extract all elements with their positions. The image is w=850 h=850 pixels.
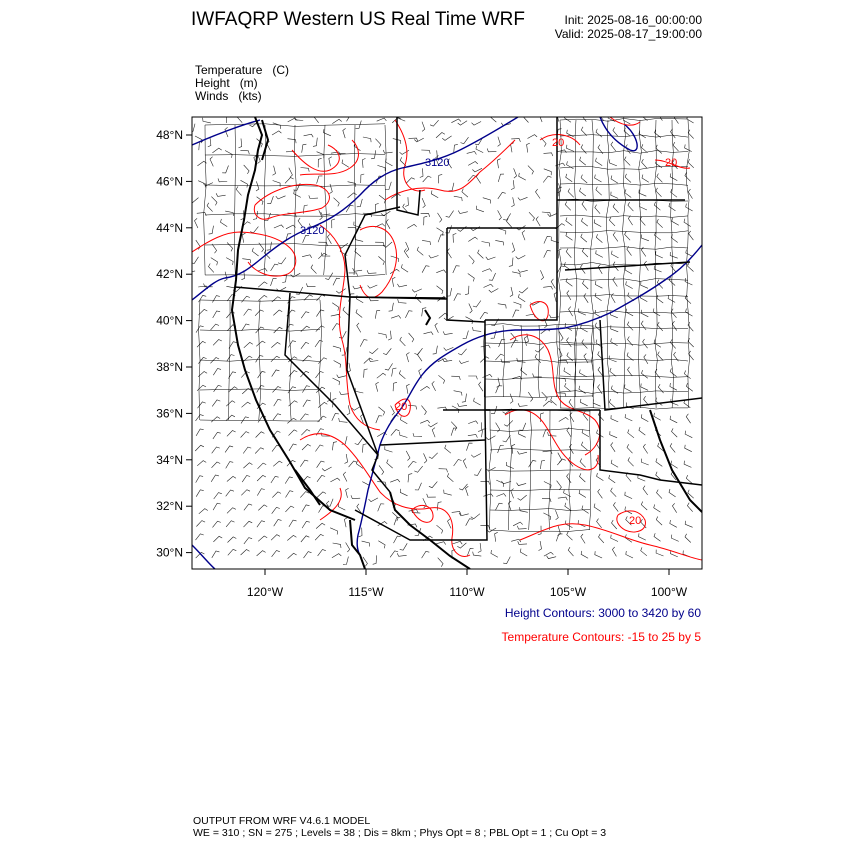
lon-label: 115°W — [348, 585, 384, 599]
valid-time: Valid: 2025-08-17_19:00:00 — [554, 27, 702, 41]
model-info-line1: OUTPUT FROM WRF V4.6.1 MODEL — [193, 815, 371, 827]
temp-contour-label: 20 — [552, 137, 565, 149]
page-title: IWFAQRP Western US Real Time WRF — [191, 9, 525, 30]
temp-contour-label: 20 — [395, 401, 408, 413]
lon-label: 120°W — [246, 585, 284, 599]
lat-label: 30°N — [156, 545, 183, 560]
lat-label: 36°N — [156, 406, 183, 421]
model-info — [193, 815, 606, 839]
lon-label: 100°W — [650, 585, 688, 599]
temp-contour-label: 20 — [665, 157, 678, 169]
lat-label: 38°N — [156, 360, 183, 374]
lat-label: 34°N — [156, 452, 183, 467]
variable-temperature: Temperature (C) — [195, 63, 290, 77]
init-time: Init: 2025-08-16_00:00:00 — [564, 13, 702, 27]
height-contour-label: 3120 — [425, 157, 450, 169]
height-contour-label: 3120 — [300, 225, 325, 237]
lat-label: 46°N — [156, 174, 183, 189]
lon-label: 105°W — [549, 585, 587, 599]
lon-label: 110°W — [449, 585, 485, 599]
latitude-axis — [156, 128, 192, 560]
lat-label: 48°N — [156, 128, 183, 142]
lat-label: 32°N — [156, 499, 183, 514]
lat-label: 40°N — [156, 313, 183, 328]
model-info-line2: WE = 310 ; SN = 275 ; Levels = 38 ; Dis = 8km ; Phys Opt = 8 ; PBL Opt = 1 ; Cu Opt = 3 — [193, 827, 607, 839]
lat-label: 44°N — [156, 220, 183, 235]
longitude-axis — [247, 569, 688, 599]
temperature-contour-legend: Temperature Contours: -15 to 25 by 5 — [501, 630, 701, 644]
variable-winds: Winds (kts) — [195, 89, 262, 103]
height-contour-legend: Height Contours: 3000 to 3420 by 60 — [504, 606, 701, 620]
variable-height: Height (m) — [195, 76, 258, 90]
temp-contour-label: 20 — [629, 515, 642, 527]
lat-label: 42°N — [156, 267, 183, 282]
